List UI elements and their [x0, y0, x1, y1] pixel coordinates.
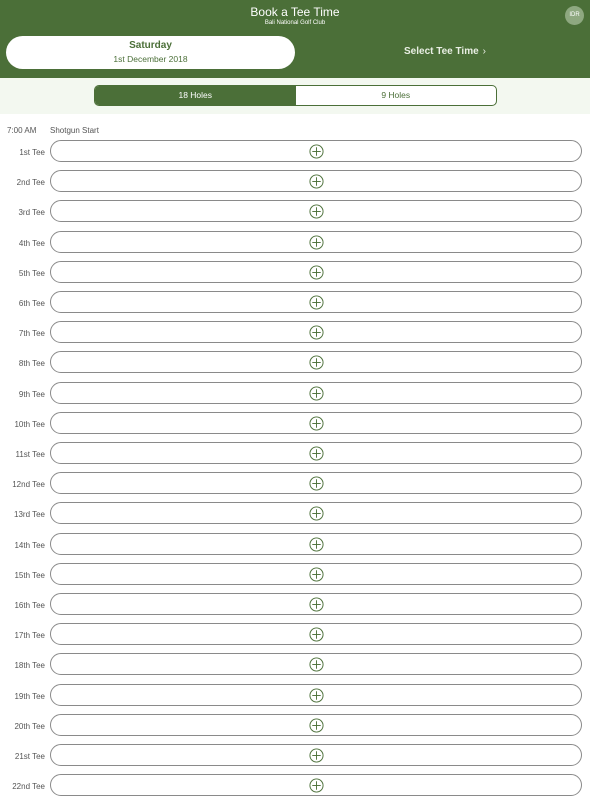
- plus-circle-icon: [309, 235, 324, 250]
- plus-circle-icon: [309, 386, 324, 401]
- tee-row: [0, 653, 590, 677]
- tee-label: 9th Tee: [18, 389, 45, 399]
- tee-slot-add[interactable]: [50, 382, 582, 404]
- tee-slot-add[interactable]: [50, 472, 582, 494]
- tee-label: 17th Tee: [14, 631, 45, 641]
- tee-row: [0, 140, 590, 164]
- tee-row: [0, 714, 590, 738]
- tee-label: 12nd Tee: [12, 480, 45, 490]
- segment-18-holes[interactable]: 18 Holes: [95, 86, 296, 105]
- plus-circle-icon: [309, 627, 324, 642]
- tee-row: [0, 321, 590, 345]
- plus-circle-icon: [309, 748, 324, 763]
- tee-label: 18th Tee: [14, 661, 45, 671]
- tee-row: [0, 744, 590, 768]
- tee-row: [0, 291, 590, 315]
- plus-circle-icon: [309, 778, 324, 793]
- tee-row: [0, 170, 590, 194]
- tee-slot-add[interactable]: [50, 593, 582, 615]
- slot-header: [7, 126, 99, 135]
- plus-circle-icon: [309, 476, 324, 491]
- tee-label: 13rd Tee: [14, 510, 45, 520]
- tee-slot-add[interactable]: [50, 744, 582, 766]
- tee-row: [0, 684, 590, 708]
- plus-circle-icon: [309, 355, 324, 370]
- plus-circle-icon: [309, 174, 324, 189]
- tee-slot-add[interactable]: [50, 714, 582, 736]
- tee-label: 14th Tee: [14, 540, 45, 550]
- tee-label: 6th Tee: [18, 299, 45, 308]
- holes-segmented-control: [94, 85, 497, 106]
- tee-row: [0, 533, 590, 557]
- plus-circle-icon: [309, 446, 324, 461]
- select-tee-time-label: Select Tee Time: [404, 46, 479, 57]
- tee-slot-add[interactable]: [50, 200, 582, 222]
- tee-slot-add[interactable]: [50, 412, 582, 434]
- tee-row: [0, 593, 590, 617]
- plus-circle-icon: [309, 204, 324, 219]
- tee-row: [0, 502, 590, 526]
- segment-9-holes[interactable]: 9 Holes: [381, 90, 411, 100]
- tee-label: 21st Tee: [14, 752, 45, 761]
- tee-slot-add[interactable]: [50, 774, 582, 796]
- tee-label: 22nd Tee: [12, 782, 45, 792]
- tee-slot-add[interactable]: [50, 321, 582, 343]
- plus-circle-icon: [309, 506, 324, 521]
- tee-label: 10th Tee: [14, 419, 45, 429]
- date-value: 1st December 2018: [113, 54, 188, 64]
- plus-circle-icon: [309, 567, 324, 582]
- top-bar: [0, 0, 590, 78]
- plus-circle-icon: [309, 265, 324, 280]
- tee-label: 11st Tee: [15, 450, 45, 459]
- tee-slot-add[interactable]: [50, 140, 582, 162]
- tee-label: 20th Tee: [14, 721, 45, 731]
- plus-circle-icon: [309, 597, 324, 612]
- page-title: Book a Tee Time: [250, 5, 340, 19]
- tee-row: [0, 261, 590, 285]
- plus-circle-icon: [309, 657, 324, 672]
- slot-time: 7:00 AM: [7, 126, 37, 135]
- tee-row: [0, 351, 590, 375]
- chevron-right-icon: ›: [482, 46, 487, 57]
- tee-slot-add[interactable]: [50, 684, 582, 706]
- tee-row: [0, 382, 590, 406]
- tee-label: 15th Tee: [14, 570, 45, 580]
- tee-slot-add[interactable]: [50, 351, 582, 373]
- plus-circle-icon: [309, 718, 324, 733]
- tee-row: [0, 472, 590, 496]
- tee-slot-add[interactable]: [50, 502, 582, 524]
- slot-label: Shotgun Start: [50, 126, 99, 135]
- tee-row: [0, 200, 590, 224]
- tee-label: 19th Tee: [14, 691, 45, 701]
- tee-label: 5th Tee: [18, 268, 45, 278]
- tee-row: [0, 563, 590, 587]
- tee-label: 2nd Tee: [16, 178, 45, 188]
- plus-circle-icon: [309, 416, 324, 431]
- plus-circle-icon: [309, 537, 324, 552]
- tee-slot-add[interactable]: [50, 563, 582, 585]
- select-tee-time-button[interactable]: [404, 46, 486, 57]
- tee-slot-add[interactable]: [50, 442, 582, 464]
- tee-slot-add[interactable]: [50, 533, 582, 555]
- tee-row: [0, 231, 590, 255]
- plus-circle-icon: [309, 688, 324, 703]
- tee-label: 4th Tee: [18, 238, 45, 248]
- tee-label: 1st Tee: [19, 148, 45, 157]
- tee-row: [0, 774, 590, 798]
- tee-slot-add[interactable]: [50, 170, 582, 192]
- plus-circle-icon: [309, 295, 324, 310]
- tee-label: 16th Tee: [14, 601, 45, 610]
- club-name: Bali National Golf Club: [264, 20, 326, 26]
- tee-row: [0, 623, 590, 647]
- tee-slot-add[interactable]: [50, 231, 582, 253]
- tee-slot-add[interactable]: [50, 291, 582, 313]
- tee-slot-add[interactable]: [50, 653, 582, 675]
- date-day: Saturday: [129, 40, 172, 51]
- tee-row: [0, 412, 590, 436]
- tee-slot-add[interactable]: [50, 623, 582, 645]
- date-selector[interactable]: [6, 36, 295, 69]
- plus-circle-icon: [309, 144, 324, 159]
- tee-label: 7th Tee: [18, 329, 45, 339]
- tee-label: 3rd Tee: [18, 208, 45, 218]
- tee-row: [0, 442, 590, 466]
- currency-button[interactable]: IDR: [565, 6, 584, 25]
- plus-circle-icon: [309, 325, 324, 340]
- tee-slot-add[interactable]: [50, 261, 582, 283]
- tee-label: 8th Tee: [18, 359, 45, 369]
